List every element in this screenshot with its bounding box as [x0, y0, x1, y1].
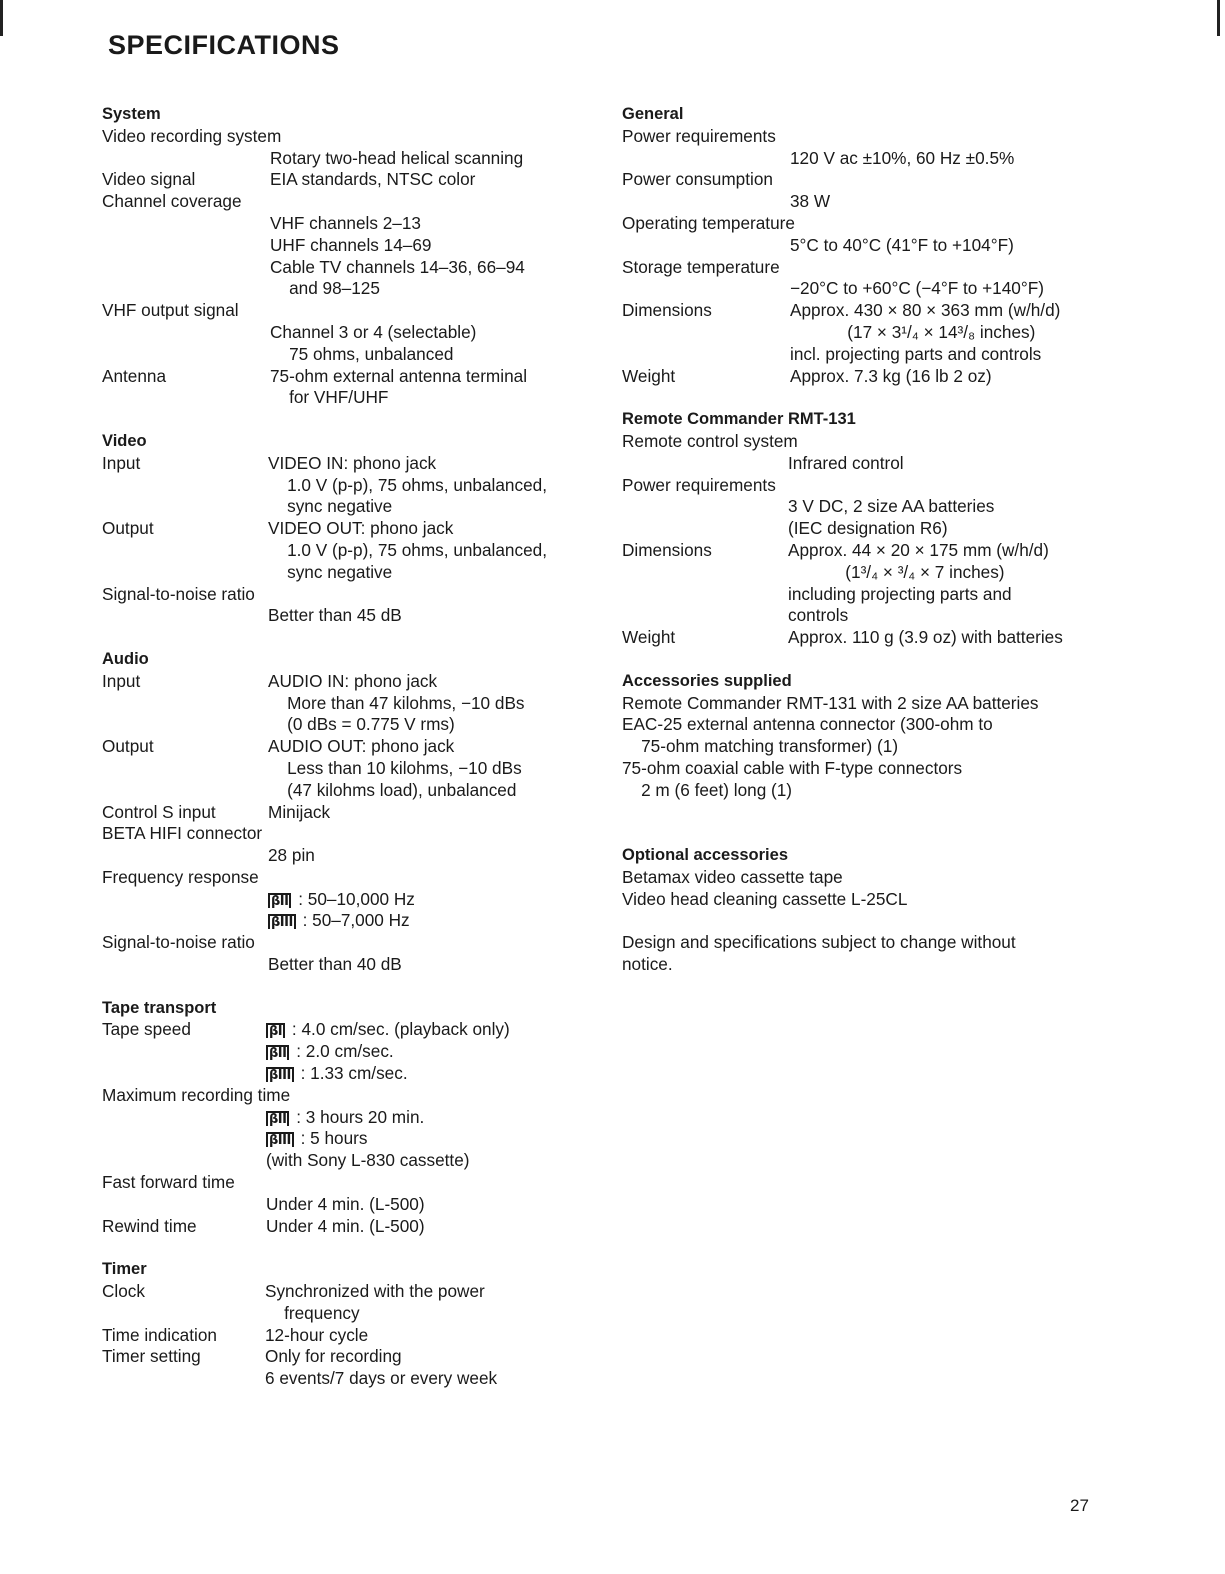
- spec-row: [622, 213, 1122, 257]
- spec-value: 38 W: [790, 191, 831, 212]
- notice-line: notice.: [622, 954, 673, 975]
- spec-values: [102, 213, 602, 300]
- spec-row: [102, 1172, 602, 1216]
- spec-label: Clock: [102, 1281, 145, 1302]
- spec-row: [102, 366, 602, 410]
- list-item: Video head cleaning cassette L-25CL: [622, 888, 908, 909]
- list-item: Remote Commander RMT-131 with 2 size AA batteries: [622, 692, 1039, 713]
- spec-label: Rewind time: [102, 1215, 197, 1236]
- spec-values: [622, 278, 1122, 300]
- spec-value: (0 dBs = 0.775 V rms): [268, 714, 455, 735]
- section-heading: Video: [102, 431, 147, 450]
- spec-label: Signal-to-noise ratio: [102, 932, 255, 953]
- spec-values: [102, 605, 602, 627]
- spec-label: Dimensions: [622, 539, 712, 560]
- spec-value: More than 47 kilohms, −10 dBs: [268, 692, 525, 713]
- spec-value: frequency: [265, 1302, 360, 1323]
- section-spacer: [622, 649, 1122, 671]
- list-item: 75-ohm coaxial cable with F-type connectors: [622, 757, 963, 778]
- spec-values: [622, 191, 1122, 213]
- beta-format-mark: βII: [266, 1045, 289, 1060]
- spec-value: βII : 3 hours 20 min.: [102, 1107, 602, 1129]
- spec-value: AUDIO OUT: phono jack: [268, 736, 455, 757]
- spec-row: [622, 431, 1122, 475]
- spec-values: [102, 736, 602, 801]
- spec-value: Approx. 430 × 80 × 363 mm (w/h/d): [790, 300, 1061, 321]
- spec-section: [622, 409, 1122, 649]
- spec-label: Input: [102, 452, 141, 473]
- beta-format-mark: βI: [266, 1023, 285, 1038]
- spec-label: Output: [102, 736, 154, 757]
- spec-row: [102, 453, 602, 518]
- spec-row: [102, 802, 602, 824]
- section-heading: Accessories supplied: [622, 671, 792, 690]
- beta-format-mark: βII: [268, 893, 291, 908]
- spec-value: 75-ohm external antenna terminal: [270, 365, 528, 386]
- right-column: [622, 104, 1122, 976]
- beta-format-mark: βIII: [266, 1132, 294, 1147]
- section-heading: Tape transport: [102, 998, 217, 1017]
- section-heading: System: [102, 105, 161, 123]
- spec-label: Output: [102, 518, 154, 539]
- spec-row: [622, 257, 1122, 301]
- section-heading: Remote Commander RMT-131: [622, 410, 856, 429]
- spec-label: Control S input: [102, 801, 216, 822]
- spec-row: [622, 169, 1122, 213]
- section-heading: Timer: [102, 1260, 147, 1279]
- spec-value: EIA standards, NTSC color: [270, 169, 476, 190]
- spec-values: [622, 235, 1122, 257]
- spec-row: [102, 1346, 602, 1390]
- scan-edge-mark-left: [0, 0, 3, 36]
- spec-row: [102, 1019, 602, 1084]
- spec-row: [622, 300, 1122, 365]
- spec-label: Video recording system: [102, 125, 282, 146]
- spec-value: Under 4 min. (L-500): [266, 1215, 425, 1236]
- spec-row: [102, 191, 602, 300]
- spec-section: [622, 671, 1122, 802]
- spec-value: Minijack: [268, 801, 331, 822]
- spec-value: 3 V DC, 2 size AA batteries: [788, 496, 995, 517]
- spec-value: UHF channels 14–69: [270, 234, 432, 255]
- section-spacer: [102, 976, 602, 998]
- spec-label: Operating temperature: [622, 212, 795, 233]
- spec-value: Approx. 44 × 20 × 175 mm (w/h/d): [788, 539, 1049, 560]
- spec-row: [102, 1281, 602, 1325]
- section-spacer: [102, 1237, 602, 1259]
- spec-value: 75 ohms, unbalanced: [270, 343, 454, 364]
- spec-section: [102, 1259, 602, 1390]
- spec-label: Channel coverage: [102, 191, 242, 212]
- spec-value: βII : 2.0 cm/sec.: [102, 1041, 602, 1063]
- left-column: [102, 104, 602, 1390]
- section-spacer: [102, 409, 602, 431]
- spec-value: 5°C to 40°C (41°F to +104°F): [790, 234, 1014, 255]
- section-heading: Optional accessories: [622, 846, 788, 865]
- spec-section: [102, 431, 602, 627]
- spec-value: βIII : 5 hours: [102, 1128, 602, 1150]
- spec-value: controls: [788, 605, 849, 626]
- beta-format-mark: βIII: [268, 914, 296, 929]
- spec-section: [102, 998, 602, 1238]
- spec-value: 120 V ac ±10%, 60 Hz ±0.5%: [790, 147, 1015, 168]
- spec-label: Signal-to-noise ratio: [102, 583, 255, 604]
- spec-label: Time indication: [102, 1324, 217, 1345]
- spec-value: 1.0 V (p-p), 75 ohms, unbalanced,: [268, 474, 547, 495]
- spec-values: [102, 366, 602, 410]
- spec-value: Approx. 7.3 kg (16 lb 2 oz): [790, 365, 992, 386]
- list-item: 2 m (6 feet) long (1): [622, 779, 793, 800]
- list-item: Betamax video cassette tape: [622, 866, 843, 887]
- spec-values: [102, 1107, 602, 1172]
- spec-label: Timer setting: [102, 1346, 201, 1367]
- spec-section: [622, 104, 1122, 387]
- list-item: EAC-25 external antenna connector (300-ohm to: [622, 714, 993, 735]
- spec-values: [622, 496, 1122, 540]
- notice: [622, 932, 1122, 976]
- spec-row: [622, 627, 1122, 649]
- spec-value: Infrared control: [788, 452, 904, 473]
- spec-row: [102, 1216, 602, 1238]
- spec-value: VIDEO OUT: phono jack: [268, 518, 454, 539]
- spec-row: [102, 867, 602, 932]
- spec-value: Less than 10 kilohms, −10 dBs: [268, 757, 522, 778]
- spec-label: Tape speed: [102, 1019, 191, 1040]
- spec-value: −20°C to +60°C (−4°F to +140°F): [790, 278, 1044, 299]
- spec-label: Fast forward time: [102, 1172, 235, 1193]
- spec-value: 1.0 V (p-p), 75 ohms, unbalanced,: [268, 539, 547, 560]
- spec-values: [102, 322, 602, 366]
- beta-format-mark: βII: [266, 1111, 289, 1126]
- spec-values: [102, 148, 602, 170]
- spec-value: Better than 40 dB: [268, 954, 402, 975]
- spec-label: Maximum recording time: [102, 1084, 291, 1105]
- spec-row: [622, 540, 1122, 627]
- spec-value: (IEC designation R6): [788, 518, 948, 539]
- spec-values: [102, 453, 602, 518]
- spec-values: [622, 453, 1122, 475]
- spec-values: [102, 845, 602, 867]
- spec-label: Frequency response: [102, 866, 259, 887]
- spec-value: VIDEO IN: phono jack: [268, 452, 437, 473]
- spec-value: (47 kilohms load), unbalanced: [268, 779, 517, 800]
- spec-value: AUDIO IN: phono jack: [268, 670, 438, 691]
- spec-values: [622, 366, 1122, 388]
- spec-value: (17 × 3¹/₄ × 14³/₈ inches): [790, 321, 1036, 342]
- spec-label: Power consumption: [622, 169, 773, 190]
- spec-values: [102, 1194, 602, 1216]
- list-item: 75-ohm matching transformer) (1): [622, 736, 899, 757]
- beta-format-mark: βIII: [266, 1067, 294, 1082]
- spec-value: incl. projecting parts and controls: [790, 343, 1042, 364]
- section-heading: General: [622, 105, 684, 123]
- spec-value: 6 events/7 days or every week: [265, 1368, 498, 1389]
- spec-values: [622, 148, 1122, 170]
- spec-value: Under 4 min. (L-500): [266, 1193, 425, 1214]
- section-spacer: [102, 627, 602, 649]
- spec-row: [622, 366, 1122, 388]
- page-number: 27: [1070, 1496, 1089, 1515]
- spec-value: VHF channels 2–13: [270, 212, 421, 233]
- spec-value: Synchronized with the power: [265, 1281, 485, 1302]
- spec-value: 28 pin: [268, 845, 315, 866]
- spec-value: Better than 45 dB: [268, 605, 402, 626]
- spec-row: [102, 1085, 602, 1172]
- section-heading: Audio: [102, 649, 149, 668]
- spec-values: [622, 627, 1122, 649]
- spec-value: (1³/₄ × ³/₄ × 7 inches): [788, 561, 1005, 582]
- spec-row: [622, 126, 1122, 170]
- spec-section: [102, 649, 602, 976]
- spec-value: (with Sony L-830 cassette): [266, 1150, 470, 1171]
- spec-label: Input: [102, 670, 141, 691]
- section-spacer: [622, 802, 1122, 824]
- spec-values: [102, 954, 602, 976]
- spec-row: [102, 932, 602, 976]
- spec-label: Storage temperature: [622, 256, 780, 277]
- spec-label: Remote control system: [622, 430, 798, 451]
- spec-label: Weight: [622, 627, 676, 648]
- spec-value: βIII : 50–7,000 Hz: [102, 910, 602, 932]
- section-spacer: [622, 910, 1122, 932]
- spec-row: [102, 584, 602, 628]
- spec-value: 12-hour cycle: [265, 1324, 369, 1345]
- page-title: SPECIFICATIONS: [108, 30, 340, 60]
- spec-value: Cable TV channels 14–36, 66–94: [270, 256, 525, 277]
- spec-value: sync negative: [268, 561, 393, 582]
- spec-row: [102, 671, 602, 736]
- spec-section: [102, 104, 602, 409]
- spec-value: sync negative: [268, 496, 393, 517]
- spec-section: [622, 845, 1122, 910]
- spec-value: βI : 4.0 cm/sec. (playback only): [102, 1019, 602, 1041]
- spec-row: [102, 518, 602, 583]
- spec-value: including projecting parts and: [788, 583, 1012, 604]
- spec-row: [102, 1325, 602, 1347]
- section-spacer: [622, 823, 1122, 845]
- spec-row: [102, 823, 602, 867]
- section-spacer: [622, 387, 1122, 409]
- notice-line: Design and specifications subject to change without: [622, 932, 1016, 953]
- spec-row: [102, 736, 602, 801]
- spec-row: [102, 126, 602, 170]
- spec-values: [102, 671, 602, 736]
- spec-label: Weight: [622, 365, 676, 386]
- spec-value: Only for recording: [265, 1346, 402, 1367]
- spec-values: [102, 518, 602, 583]
- scan-edge-mark-right: [1217, 0, 1220, 36]
- spec-values: [102, 1281, 602, 1325]
- spec-values: [102, 889, 602, 933]
- spec-row: [622, 475, 1122, 540]
- spec-label: Dimensions: [622, 300, 712, 321]
- spec-value: βIII : 1.33 cm/sec.: [102, 1063, 602, 1085]
- spec-value: Rotary two-head helical scanning: [270, 147, 524, 168]
- spec-label: Video signal: [102, 169, 196, 190]
- spec-label: BETA HIFI connector: [102, 823, 263, 844]
- spec-value: for VHF/UHF: [270, 387, 389, 408]
- spec-label: Antenna: [102, 365, 167, 386]
- spec-row: [102, 169, 602, 191]
- spec-value: Channel 3 or 4 (selectable): [270, 321, 477, 342]
- spec-label: Power requirements: [622, 474, 776, 495]
- spec-label: Power requirements: [622, 125, 776, 146]
- spec-value: βII : 50–10,000 Hz: [102, 889, 602, 911]
- spec-value: Approx. 110 g (3.9 oz) with batteries: [788, 627, 1063, 648]
- spec-value: and 98–125: [270, 278, 380, 299]
- spec-label: VHF output signal: [102, 300, 239, 321]
- spec-row: [102, 300, 602, 365]
